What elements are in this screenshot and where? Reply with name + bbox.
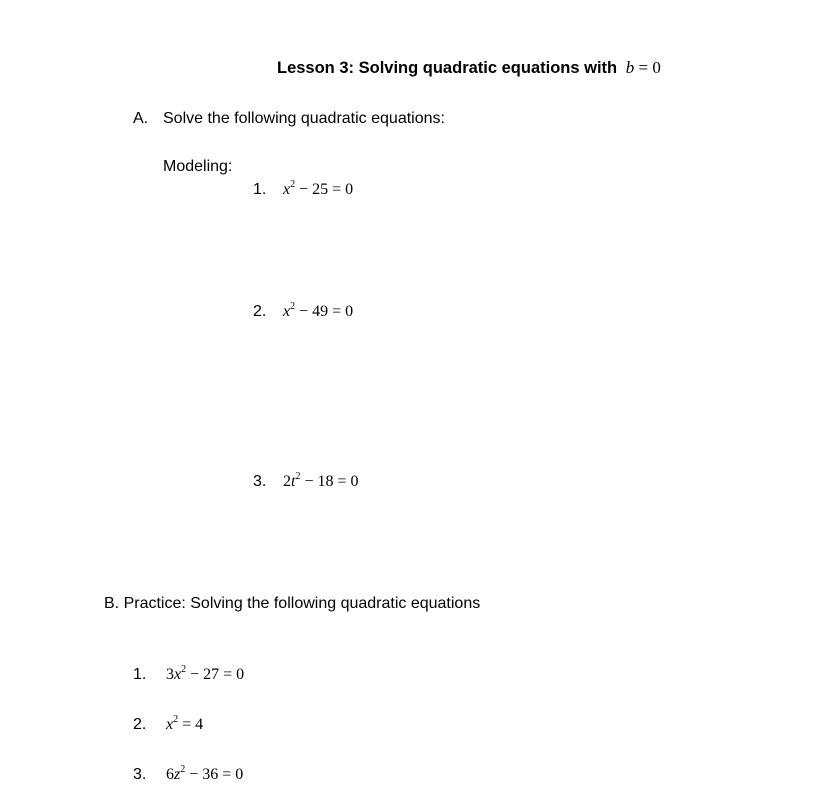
problem-equation [166, 765, 243, 785]
problem-equation [283, 302, 353, 322]
equation-variable: x [283, 303, 291, 320]
equation-coefficient: 3 [166, 666, 174, 683]
problem-number: 2. [253, 303, 267, 320]
problem-equation [283, 472, 359, 492]
equation-exponent: 2 [173, 714, 179, 725]
section-a-heading: Solve the following quadratic equations: [163, 110, 445, 127]
equation-rest: − 25 = 0 [295, 181, 354, 198]
title-text: Lesson 3: Solving quadratic equations with [277, 59, 618, 77]
equation-rest: − 36 = 0 [185, 766, 244, 783]
equation-coefficient: 6 [166, 766, 174, 783]
problem-equation [166, 665, 244, 685]
equation-rest: − 49 = 0 [295, 303, 354, 320]
equation-exponent: 2 [290, 301, 296, 312]
section-b-heading: B. Practice: Solving the following quadratic equations [104, 595, 481, 612]
equation-exponent: 2 [181, 664, 187, 675]
problem-number: 1. [133, 666, 147, 683]
equation-exponent: 2 [295, 471, 301, 482]
problem-equation [166, 715, 203, 735]
problem-number: 2. [133, 716, 147, 733]
equation-variable: x [166, 716, 174, 733]
problem-equation [283, 180, 353, 200]
problem-number: 3. [253, 473, 267, 490]
section-a-letter: A. [133, 110, 149, 127]
equation-rest: − 27 = 0 [186, 666, 245, 683]
lesson-title [277, 58, 661, 78]
problem-number: 3. [133, 766, 147, 783]
equation-coefficient: 2 [283, 473, 291, 490]
equation-rest: − 18 = 0 [300, 473, 359, 490]
modeling-label: Modeling: [163, 158, 233, 175]
equation-variable: t [291, 473, 296, 490]
equation-variable: z [174, 766, 181, 783]
equation-exponent: 2 [290, 179, 296, 190]
equation-variable: x [283, 181, 291, 198]
equation-exponent: 2 [180, 764, 186, 775]
equation-rest: = 4 [178, 716, 204, 733]
title-math-var: b [625, 58, 635, 77]
problem-number: 1. [253, 181, 267, 198]
equation-variable: x [174, 666, 182, 683]
title-math [626, 58, 661, 77]
title-math-rest: = 0 [634, 58, 661, 77]
